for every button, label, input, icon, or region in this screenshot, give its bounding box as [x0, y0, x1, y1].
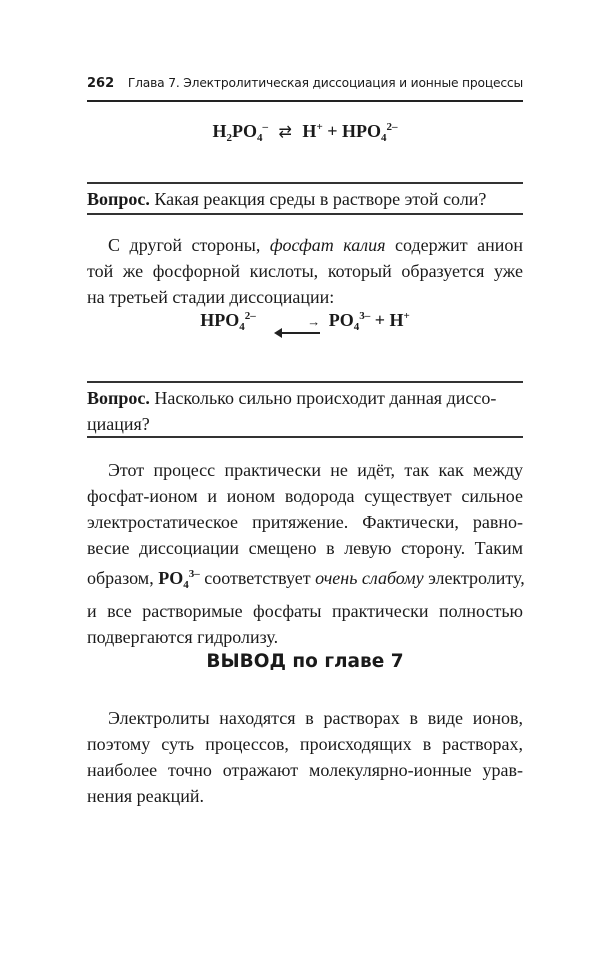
emphasis-term: фосфат калия [269, 235, 386, 255]
question-label: Вопрос. [87, 388, 150, 408]
paragraph-chapter-conclusion: Электролиты находятся в растворах в виде ионов, поэтому суть процессов, происходящих в растворах, наиболее точно отражают молекулярно-ионные урав- нения реакций. [87, 708, 523, 806]
reversible-arrow-icon: ⇄ [278, 124, 292, 141]
equation-dihydrogen-phosphate-dissociation: $H_2PO_4^-$ ⇄ $H^+ + HPO_4^{2-}$ [212, 121, 398, 144]
question-box-2: Вопрос. Насколько сильно происходит данная диссо- циация? [87, 388, 497, 434]
paragraph-dissociation-explanation: Этот процесс практически не идёт, так как между фосфат-ионом и ионом водорода существует сильное электростатическое притяжение. Фактически, равно- весие диссоциации смещено в левую сторону. Таким образом, $PO_4^{3-}$ соответствует очень слабому электролиту, и все растворимые фосфаты практически полностью подвергаются гидролизу. [87, 460, 525, 647]
question-text: Какая реакция среды в растворе этой соли? [154, 189, 487, 209]
question-top-rule [87, 182, 523, 184]
emphasis-term: очень слабому [315, 568, 424, 588]
page-header [87, 74, 523, 96]
forward-arrow-icon: → [307, 314, 321, 329]
question-label: Вопрос. [87, 189, 150, 209]
section-heading: ВЫВОД по главе 7 [206, 651, 404, 672]
backward-arrow-icon [280, 332, 320, 334]
question-box-1 [87, 186, 523, 212]
question-bottom-rule [87, 436, 523, 438]
question-bottom-rule [87, 213, 523, 215]
equation-hydrogen-phosphate-dissociation: $HPO_4^{2-} \to PO_4^{3-} + H^+$ [200, 310, 410, 333]
question-top-rule [87, 381, 523, 383]
page-number: 262 [87, 76, 115, 91]
header-divider [87, 100, 523, 102]
phosphate-formula: $PO_4^{3-}$ [158, 568, 200, 591]
running-title: Глава 7. Электролитическая диссоциация и ионные процессы [127, 76, 523, 90]
book-page [87, 0, 523, 969]
paragraph-potassium-phosphate: С другой стороны, фосфат калия содержит анион той же фосфорной кислоты, который образуется уже на третьей стадии диссоциации: [87, 235, 523, 307]
